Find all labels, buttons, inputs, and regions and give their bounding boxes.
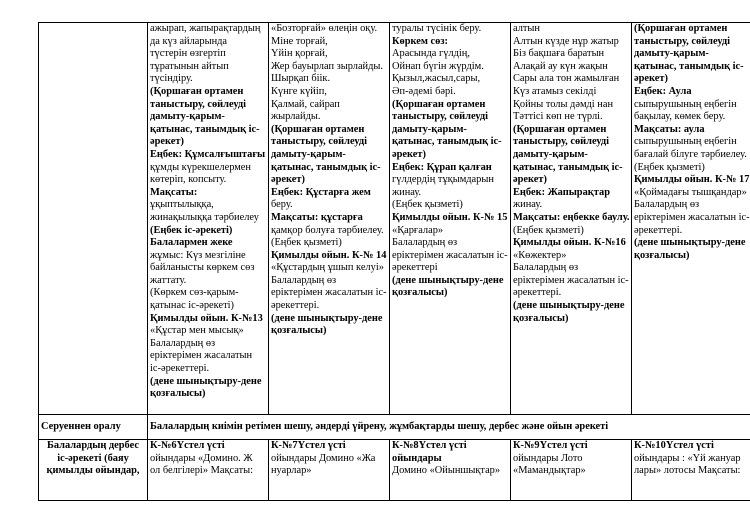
text-line: (Қоршаған ортамен — [392, 98, 486, 110]
text-line: жұмыс: Күз мезгіліне — [150, 249, 246, 261]
text-line: қозғалысы) — [271, 325, 327, 337]
table-cell — [148, 440, 269, 501]
text-line: Арасында гүлдің, — [392, 48, 470, 60]
table-row — [39, 415, 750, 440]
text-line: әрекет) — [513, 174, 547, 186]
text-line: жинақылыққа тәрбиелеу — [150, 211, 259, 223]
text-line: әрекет) — [150, 136, 184, 148]
text-line: Қимылды ойын. К-№13 — [150, 312, 263, 324]
text-line: еріктерімен жасалатын іс- — [271, 287, 387, 299]
text-line: қатынас, танымдық іс- — [150, 123, 260, 135]
text-line: еріктерімен жасалатын іс- — [392, 249, 508, 261]
text-line: (Қоршаған ортамен — [513, 123, 607, 135]
text-line: ойындары : «Үй жануар — [634, 452, 741, 464]
text-line: түстерін өзгертіп — [150, 48, 226, 60]
text-line: дамыту-қарым- — [392, 123, 467, 135]
text-line: қозғалысы) — [392, 287, 448, 299]
plan-table — [38, 22, 750, 501]
text-line: (Көркем сөз-қарым- — [150, 287, 239, 299]
text-line: дамыту-қарым- — [150, 111, 225, 123]
text-line: (Еңбек қызметі) — [513, 224, 584, 236]
text-line: (Қоршаған ортамен — [634, 23, 728, 34]
text-line: Әп-әдемі бәрі. — [392, 85, 456, 97]
text-line: К-№6Үстел үсті — [150, 440, 225, 451]
text-line: таныстыру, сөйлеуді — [150, 98, 247, 110]
text-line: көтеріп, копсыту. — [150, 174, 227, 186]
text-line: алтын — [513, 23, 540, 34]
text-line: да күз айларында — [150, 35, 228, 47]
row-text: Балалардың киімін ретімен шешу, әндерді үйрену, жұмбақтарды шешу, дербес және ойын әрекеті — [148, 415, 750, 440]
text-line: Алтын күзде нұр жатыр — [513, 35, 619, 47]
text-line: қатынас, танымдық іс- — [271, 161, 381, 173]
text-line: таныстыру, сөйлеуді — [271, 136, 368, 148]
text-line: жинау. — [513, 199, 543, 211]
text-line: еріктерімен жасалатын — [150, 350, 253, 362]
text-line: сыпырушының еңбегін — [634, 98, 737, 110]
text-line: Балалардың өз — [513, 262, 579, 274]
text-line: таныстыру, сөйлеуді — [392, 111, 489, 123]
text-line: Ойнап бүгін жүрдім. — [392, 60, 484, 72]
text-line: Балалардың өз — [634, 199, 700, 211]
text-line: Мақсаты: еңбекке баулу. — [513, 211, 630, 223]
text-line: әрекет) — [271, 174, 305, 186]
text-line: қозғалысы) — [150, 388, 206, 400]
text-line: (дене шынықтыру-дене — [634, 237, 746, 249]
text-line: Мақсаты: аула — [634, 123, 705, 135]
text-line: бақылау, көмек беру. — [634, 111, 726, 123]
text-line: (Еңбек іс-әрекеті) — [150, 224, 233, 236]
text-line: (дене шынықтыру-дене — [150, 375, 262, 387]
text-line: «Мамандықтар» — [513, 465, 586, 477]
text-line: әрекеттері. — [271, 300, 320, 312]
text-line: ойындары Лото — [513, 452, 583, 464]
table-cell — [632, 23, 750, 415]
text-line: Тәттісі көп не түрлі. — [513, 111, 603, 123]
text-line: К-№9Үстел үсті — [513, 440, 588, 451]
text-line: Үйін қорғай, — [271, 48, 328, 60]
text-line: қатынас, танымдық іс- — [634, 60, 744, 72]
text-line: әрекеттері. — [513, 287, 562, 299]
text-line: беру. — [271, 199, 293, 211]
text-line: Міне торғай, — [271, 35, 328, 47]
text-line: «Көжектер» — [513, 249, 567, 261]
text-line: еріктерімен жасалатын іс- — [513, 274, 629, 286]
table-cell — [511, 440, 632, 501]
text-line: қозғалысы) — [513, 312, 569, 324]
text-line: іс-әрекеттері. — [150, 363, 210, 375]
text-line: әрекеттері. — [634, 224, 683, 236]
text-line: Домино «Ойыншықтар» — [392, 465, 501, 477]
text-line: Еңбек: Жапырақтар — [513, 186, 610, 198]
text-line: ажырап, жапырақтардың — [150, 23, 261, 34]
table-cell — [390, 440, 511, 501]
text-line: Алақай ау күн жақын — [513, 60, 608, 72]
text-line: туралы түсінік беру. — [392, 23, 482, 34]
text-line: қозғалысы) — [634, 249, 690, 261]
text-line: Қойны толы дәмді нан — [513, 98, 614, 110]
text-line: К-№8Үстел үсті — [392, 440, 467, 451]
text-line: Көркем сөз: — [392, 35, 448, 47]
text-line: құмды күрекшелермен — [150, 161, 251, 173]
row-label — [39, 440, 148, 501]
table-cell — [269, 23, 390, 415]
table-cell — [148, 23, 269, 415]
text-line: Балалардың дербес — [47, 440, 139, 451]
text-line: Еңбек: Құрап қалған — [392, 161, 492, 173]
table-cell — [632, 440, 750, 501]
text-line: жырлайды. — [271, 111, 321, 123]
table-row — [39, 440, 750, 501]
text-line: Мақсаты: құстарға — [271, 211, 363, 223]
text-line: ойындары Домино «Жа — [271, 452, 376, 464]
text-line: Қимылды ойын. К-№ 14 — [271, 249, 387, 261]
text-line: Қызыл,жасыл,сары, — [392, 73, 481, 85]
text-line: байланысты көркем сөз — [150, 262, 255, 274]
text-line: Қимылды ойын. К-№16 — [513, 237, 626, 249]
table-cell — [269, 440, 390, 501]
text-line: Жер бауырлап зырлайды. — [271, 60, 383, 72]
text-line: сыпырушының еңбегін — [634, 136, 737, 148]
text-line: Еңбек: Құстарға жем — [271, 186, 371, 198]
text-line: дамыту-қарым- — [634, 48, 709, 60]
text-line: дамыту-қарым- — [271, 148, 346, 160]
text-line: «Құстардың ұшып келуі» — [271, 262, 384, 274]
text-line: Қалмай, сайрап — [271, 98, 340, 110]
text-line: қатынас іс-әрекеті) — [150, 300, 234, 312]
table-row — [39, 23, 750, 415]
text-line: (Еңбек қызметі) — [392, 199, 463, 211]
text-line: «Бозторғай» өлеңін оқу. — [271, 23, 378, 34]
text-line: таныстыру, сөйлеуді — [634, 35, 731, 47]
text-line: әрекет) — [634, 73, 668, 85]
text-line: (дене шынықтыру-дене — [271, 312, 383, 324]
text-line: (Қоршаған ортамен — [271, 123, 365, 135]
text-line: дамыту-қарым- — [513, 148, 588, 160]
text-line: қатынас, танымдық іс- — [392, 136, 502, 148]
text-line: «Қарғалар» — [392, 224, 444, 236]
text-line: тұратынын айтып — [150, 60, 229, 72]
text-line: қатынас, танымдық іс- — [513, 161, 623, 173]
text-line: ұқыптылыққа, — [150, 199, 214, 211]
table-cell-empty — [39, 23, 148, 415]
text-line: жаттату. — [150, 274, 187, 286]
text-line: Сары ала тон жамылған — [513, 73, 620, 85]
text-line: Қимылды ойын. К-№ 17 — [634, 174, 750, 186]
text-line: Мақсаты: — [150, 186, 198, 198]
text-line: «Қоймадағы тышқандар» — [634, 186, 747, 198]
text-line: К-№7Үстел үсті — [271, 440, 346, 451]
text-line: іс-әрекеті (баяу — [57, 452, 129, 464]
text-line: ол белгілері» Мақсаты: — [150, 465, 253, 477]
text-line: Еңбек: Аула — [634, 85, 692, 97]
text-line: қамқор болуға тәрбиелеу. — [271, 224, 384, 236]
text-line: Балалардың өз — [392, 237, 458, 249]
text-line: Балалардың өз — [271, 274, 337, 286]
text-line: Күз атамыз секілді — [513, 85, 597, 97]
text-line: лары» лотосы Мақсаты: — [634, 465, 741, 477]
text-line: әрекеттері — [392, 262, 438, 274]
text-line: Балалардың өз — [150, 337, 216, 349]
text-line: «Құстар мен мысық» — [150, 325, 244, 337]
text-line: Біз бақшаға баратын — [513, 48, 605, 60]
table-cell — [511, 23, 632, 415]
text-line: таныстыру, сөйлеуді — [513, 136, 610, 148]
text-line: (Қоршаған ортамен — [150, 85, 244, 97]
text-line: бағалай білуге тәрбиелеу. — [634, 148, 747, 160]
text-line: нуарлар» — [271, 465, 312, 477]
text-line: (дене шынықтыру-дене — [513, 300, 625, 312]
text-line: түсіндіру. — [150, 73, 193, 85]
text-line: Еңбек: Құмсалғыштағы — [150, 148, 266, 160]
text-line: жинау. — [392, 186, 422, 198]
text-line: (Еңбек қызметі) — [634, 161, 705, 173]
text-line: К-№10Үстел үсті — [634, 440, 714, 451]
text-line: Күнге күйіп, — [271, 85, 327, 97]
text-line: Қимылды ойын. К-№ 15 — [392, 211, 508, 223]
text-line: Шырқап біік. — [271, 73, 331, 85]
text-line: (дене шынықтыру-дене — [392, 274, 504, 286]
text-line: әрекет) — [392, 148, 426, 160]
row-label: Серуеннен оралу — [39, 415, 148, 440]
text-line: (Еңбек қызметі) — [271, 237, 342, 249]
text-line: ойындары «Домино. Ж — [150, 452, 253, 464]
text-line: гүлдердің тұқымдарын — [392, 174, 494, 186]
table-cell — [390, 23, 511, 415]
text-line: ойындары — [392, 452, 442, 464]
text-line: еріктерімен жасалатын іс- — [634, 211, 750, 223]
text-line: Балалармен жеке — [150, 237, 233, 249]
text-line: қимылды ойындар, — [46, 465, 140, 477]
